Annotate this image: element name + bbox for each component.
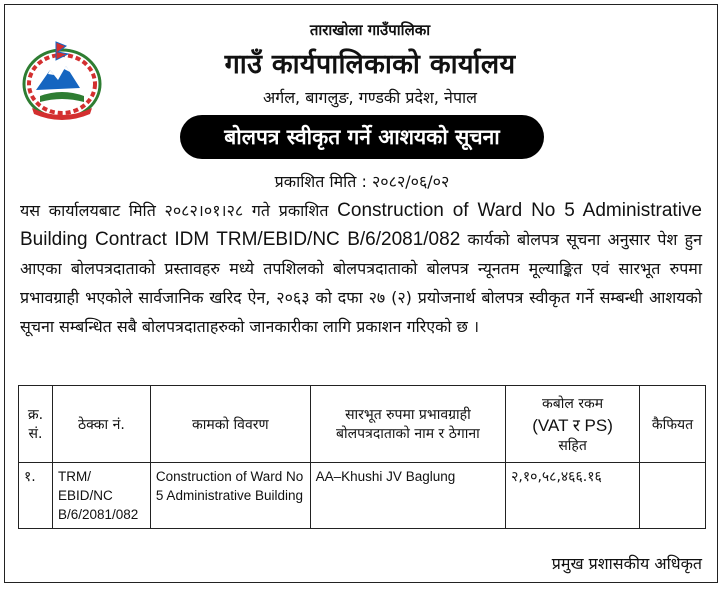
signature-title: प्रमुख प्रशासकीय अधिकृत xyxy=(551,554,702,573)
notice-body xyxy=(20,196,702,341)
body-text: कार्यको बोलपत्र सूचना अनुसार पेश हुन आएका बोलपत्रदाताको प्रस्तावहरु मध्ये तपशिलको बोलपत्रदाताको बोलपत्र न्यूनतम मूल्याङ्कित एवं सारभूत रुपमा प्रभावग्राही भएकोले सार्वजानिक खरिद ऐन, २०६३ को दफा २७ (२) प्रयोजनार्थ बोलपत्र स्वीकृत गर्ने सम्बन्धी आशयको सूचना सम्बन्धित सबै बोलपत्रदाताहरुको जानकारीका लागि प्रकाशन गरिएको छ । xyxy=(20,230,702,336)
body-intro: यस कार्यालयबाट मिति २०८२।०१।२८ गते प्रकाशित xyxy=(20,201,329,220)
cell-amount: २,१०,५८,४६६.१६ xyxy=(506,463,640,529)
government-emblem-logo xyxy=(14,38,110,122)
notice-title-banner: बोलपत्र स्वीकृत गर्ने आशयको सूचना xyxy=(180,115,544,159)
office-address: अर्गल, बागलुङ, गण्डकी प्रदेश, नेपाल xyxy=(262,88,478,107)
header-bidder: सारभूत रुपमा प्रभावग्राही बोलपत्रदाताको नाम र ठेगाना xyxy=(310,386,506,463)
municipality-name: ताराखोला गाउँपालिका xyxy=(309,21,431,39)
cell-bidder: AA–Khushi JV Baglung xyxy=(310,463,506,529)
header-sn: क्र. सं. xyxy=(19,386,53,463)
cell-description: Construction of Ward No 5 Administrative Building xyxy=(150,463,310,529)
published-date-label: प्रकाशित मिति xyxy=(274,172,357,191)
header-remarks: कैफियत xyxy=(640,386,706,463)
header-description: कामको विवरण xyxy=(150,386,310,463)
bid-table xyxy=(18,385,706,529)
table-row xyxy=(19,463,706,529)
cell-contract-no: TRM/ EBID/NC B/6/2081/082 xyxy=(52,463,150,529)
table-header-row xyxy=(19,386,706,463)
header-amount-bottom: सहित xyxy=(558,437,587,454)
header-amount-top: कबोल रकम xyxy=(542,395,604,412)
header-contract-no: ठेक्का नं. xyxy=(52,386,150,463)
published-date: प्रकाशित मिति : २०८२/०६/०२ xyxy=(274,172,450,191)
header-amount xyxy=(506,386,640,463)
published-date-value: २०८२/०६/०२ xyxy=(371,172,450,191)
office-title: गाउँ कार्यपालिकाको कार्यालय xyxy=(224,49,516,80)
header-amount-vat: (VAT र PS) xyxy=(532,415,613,435)
cell-remarks xyxy=(640,463,706,529)
cell-sn: १. xyxy=(19,463,53,529)
project-name: Construction of Ward No 5 Administrative Building Contract IDM TRM/EBID/NC B/6/2081/082 xyxy=(20,200,703,250)
